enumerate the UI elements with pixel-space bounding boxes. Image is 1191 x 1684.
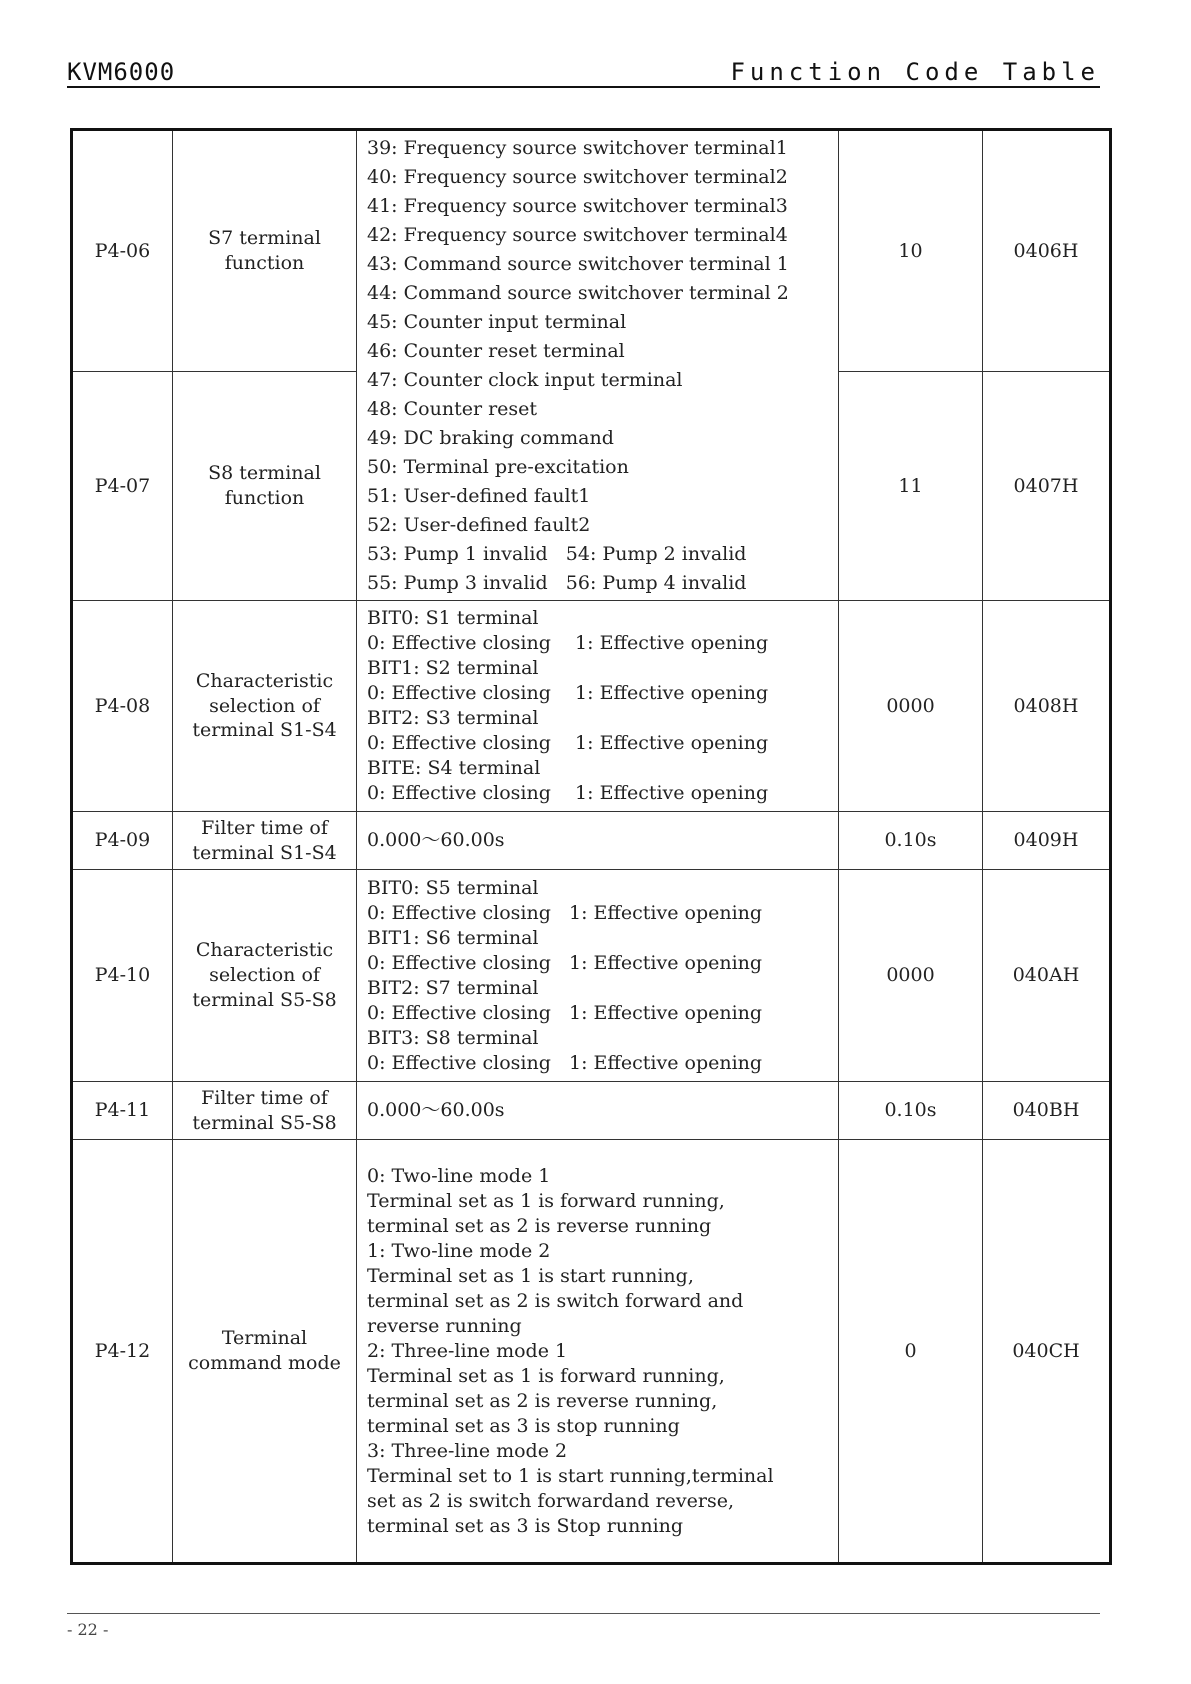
name-line: terminal S1-S4 — [192, 719, 337, 742]
comm-address: 040BH — [983, 1082, 1111, 1140]
default-value: 11 — [839, 372, 983, 601]
desc-line: 0.000～60.00s — [367, 829, 505, 852]
desc-line: terminal set as 2 is reverse running, — [367, 1389, 718, 1412]
desc-line: 52: User-defined fault2 — [367, 513, 591, 536]
comm-address: 0406H — [983, 130, 1111, 372]
desc-line: 44: Command source switchover terminal 2 — [367, 281, 789, 304]
desc-line: 0: Effective closing 1: Effective opening — [367, 682, 769, 704]
desc-line: terminal set as 3 is stop running — [367, 1414, 680, 1437]
default-value: 0.10s — [839, 812, 983, 870]
name-line: function — [224, 252, 305, 274]
comm-address: 040CH — [983, 1140, 1111, 1564]
desc-line: 3: Three-line mode 2 — [367, 1439, 568, 1462]
desc-line: 0: Effective closing 1: Effective opening — [367, 732, 769, 754]
desc-line: 53: Pump 1 invalid 54: Pump 2 invalid — [367, 542, 747, 565]
table-row — [72, 130, 1111, 372]
table-row — [72, 1140, 1111, 1564]
function-name — [173, 130, 357, 372]
page-number: - 22 - — [67, 1620, 109, 1639]
function-code: P4-08 — [72, 601, 173, 812]
default-value: 0000 — [839, 870, 983, 1082]
desc-line: 0: Effective closing 1: Effective opening — [367, 901, 763, 924]
desc-line: BIT0: S5 terminal — [367, 876, 539, 899]
name-line: S8 terminal — [208, 462, 321, 485]
default-value: 0000 — [839, 601, 983, 812]
desc-line: BITE: S4 terminal — [367, 757, 541, 779]
table-row — [72, 870, 1111, 1082]
name-line: Characteristic — [195, 669, 334, 692]
desc-line: set as 2 is switch forwardand reverse, — [367, 1489, 735, 1512]
function-name — [173, 601, 357, 812]
name-line: Characteristic — [195, 939, 334, 962]
setting-range — [357, 812, 839, 870]
function-name — [173, 870, 357, 1082]
desc-line: terminal set as 3 is Stop running — [367, 1514, 684, 1537]
desc-line: 0: Effective closing 1: Effective opening — [367, 951, 763, 974]
setting-range-merged — [357, 130, 839, 601]
desc-line: BIT3: S8 terminal — [367, 1026, 539, 1049]
footer-rule — [67, 1613, 1100, 1614]
desc-line: 0: Effective closing 1: Effective opening — [367, 1001, 763, 1024]
function-name — [173, 1140, 357, 1564]
desc-line: Terminal set as 1 is forward running, — [367, 1364, 725, 1387]
name-line: Filter time of — [201, 1086, 328, 1109]
header-section-title: Function Code Table — [730, 58, 1100, 86]
name-line: S7 terminal — [208, 227, 321, 250]
function-code: P4-07 — [72, 372, 173, 601]
name-line: selection of — [209, 694, 320, 717]
function-name — [173, 1082, 357, 1140]
desc-line: 0: Two-line mode 1 — [367, 1164, 551, 1187]
default-value: 10 — [839, 130, 983, 372]
desc-line: terminal set as 2 is switch forward and — [367, 1289, 744, 1312]
function-code: P4-09 — [72, 812, 173, 870]
desc-line: BIT2: S3 terminal — [367, 707, 539, 729]
desc-line: 51: User-defined fault1 — [367, 484, 591, 507]
setting-range — [357, 601, 839, 812]
desc-line: 46: Counter reset terminal — [367, 339, 625, 362]
desc-line: 42: Frequency source switchover terminal4 — [367, 223, 788, 246]
setting-range — [357, 1140, 839, 1564]
desc-line: Terminal set to 1 is start running,terminal — [367, 1464, 774, 1487]
desc-line: terminal set as 2 is reverse running — [367, 1214, 712, 1237]
function-code: P4-11 — [72, 1082, 173, 1140]
name-line: Terminal — [221, 1327, 308, 1350]
header-rule — [67, 86, 1100, 88]
table-row — [72, 1082, 1111, 1140]
setting-range — [357, 1082, 839, 1140]
setting-range — [357, 870, 839, 1082]
desc-line: Terminal set as 1 is forward running, — [367, 1189, 725, 1212]
desc-line: 2: Three-line mode 1 — [367, 1339, 568, 1362]
desc-line: 50: Terminal pre-excitation — [367, 455, 629, 478]
desc-line: 45: Counter input terminal — [367, 310, 627, 333]
desc-line: 0.000～60.00s — [367, 1099, 505, 1122]
desc-line: 55: Pump 3 invalid 56: Pump 4 invalid — [367, 571, 747, 594]
name-line: terminal S1-S4 — [192, 841, 337, 864]
desc-line: 47: Counter clock input terminal — [367, 368, 683, 391]
desc-line: Terminal set as 1 is start running, — [367, 1264, 694, 1287]
default-value: 0 — [839, 1140, 983, 1564]
desc-line: 49: DC braking command — [367, 426, 614, 449]
function-code-table — [70, 128, 1112, 1565]
name-line: terminal S5-S8 — [192, 1111, 337, 1134]
name-line: function — [224, 487, 305, 509]
function-name — [173, 812, 357, 870]
function-code: P4-12 — [72, 1140, 173, 1564]
desc-line: 48: Counter reset — [367, 397, 538, 420]
desc-line: BIT1: S2 terminal — [367, 657, 539, 679]
desc-line: 41: Frequency source switchover terminal3 — [367, 194, 788, 217]
desc-line: 1: Two-line mode 2 — [367, 1239, 551, 1262]
header-model: KVM6000 — [67, 58, 176, 86]
desc-line: 43: Command source switchover terminal 1 — [367, 252, 789, 275]
name-line: selection of — [209, 964, 320, 987]
desc-line: reverse running — [367, 1314, 522, 1337]
desc-line: 0: Effective closing 1: Effective opening — [367, 632, 769, 654]
name-line: Filter time of — [201, 816, 328, 839]
desc-line: 39: Frequency source switchover terminal1 — [367, 136, 788, 159]
default-value: 0.10s — [839, 1082, 983, 1140]
table-row — [72, 812, 1111, 870]
desc-line: 0: Effective closing 1: Effective opening — [367, 1051, 763, 1074]
function-name — [173, 372, 357, 601]
function-code: P4-10 — [72, 870, 173, 1082]
comm-address: 0407H — [983, 372, 1111, 601]
desc-line: BIT1: S6 terminal — [367, 926, 539, 949]
comm-address: 0409H — [983, 812, 1111, 870]
desc-line: 40: Frequency source switchover terminal2 — [367, 165, 788, 188]
comm-address: 0408H — [983, 601, 1111, 812]
desc-line: 0: Effective closing 1: Effective opening — [367, 782, 769, 804]
table-row — [72, 601, 1111, 812]
name-line: terminal S5-S8 — [192, 988, 337, 1011]
desc-line: BIT2: S7 terminal — [367, 976, 539, 999]
desc-line: BIT0: S1 terminal — [367, 607, 539, 629]
function-code: P4-06 — [72, 130, 173, 372]
name-line: command mode — [188, 1352, 341, 1374]
comm-address: 040AH — [983, 870, 1111, 1082]
